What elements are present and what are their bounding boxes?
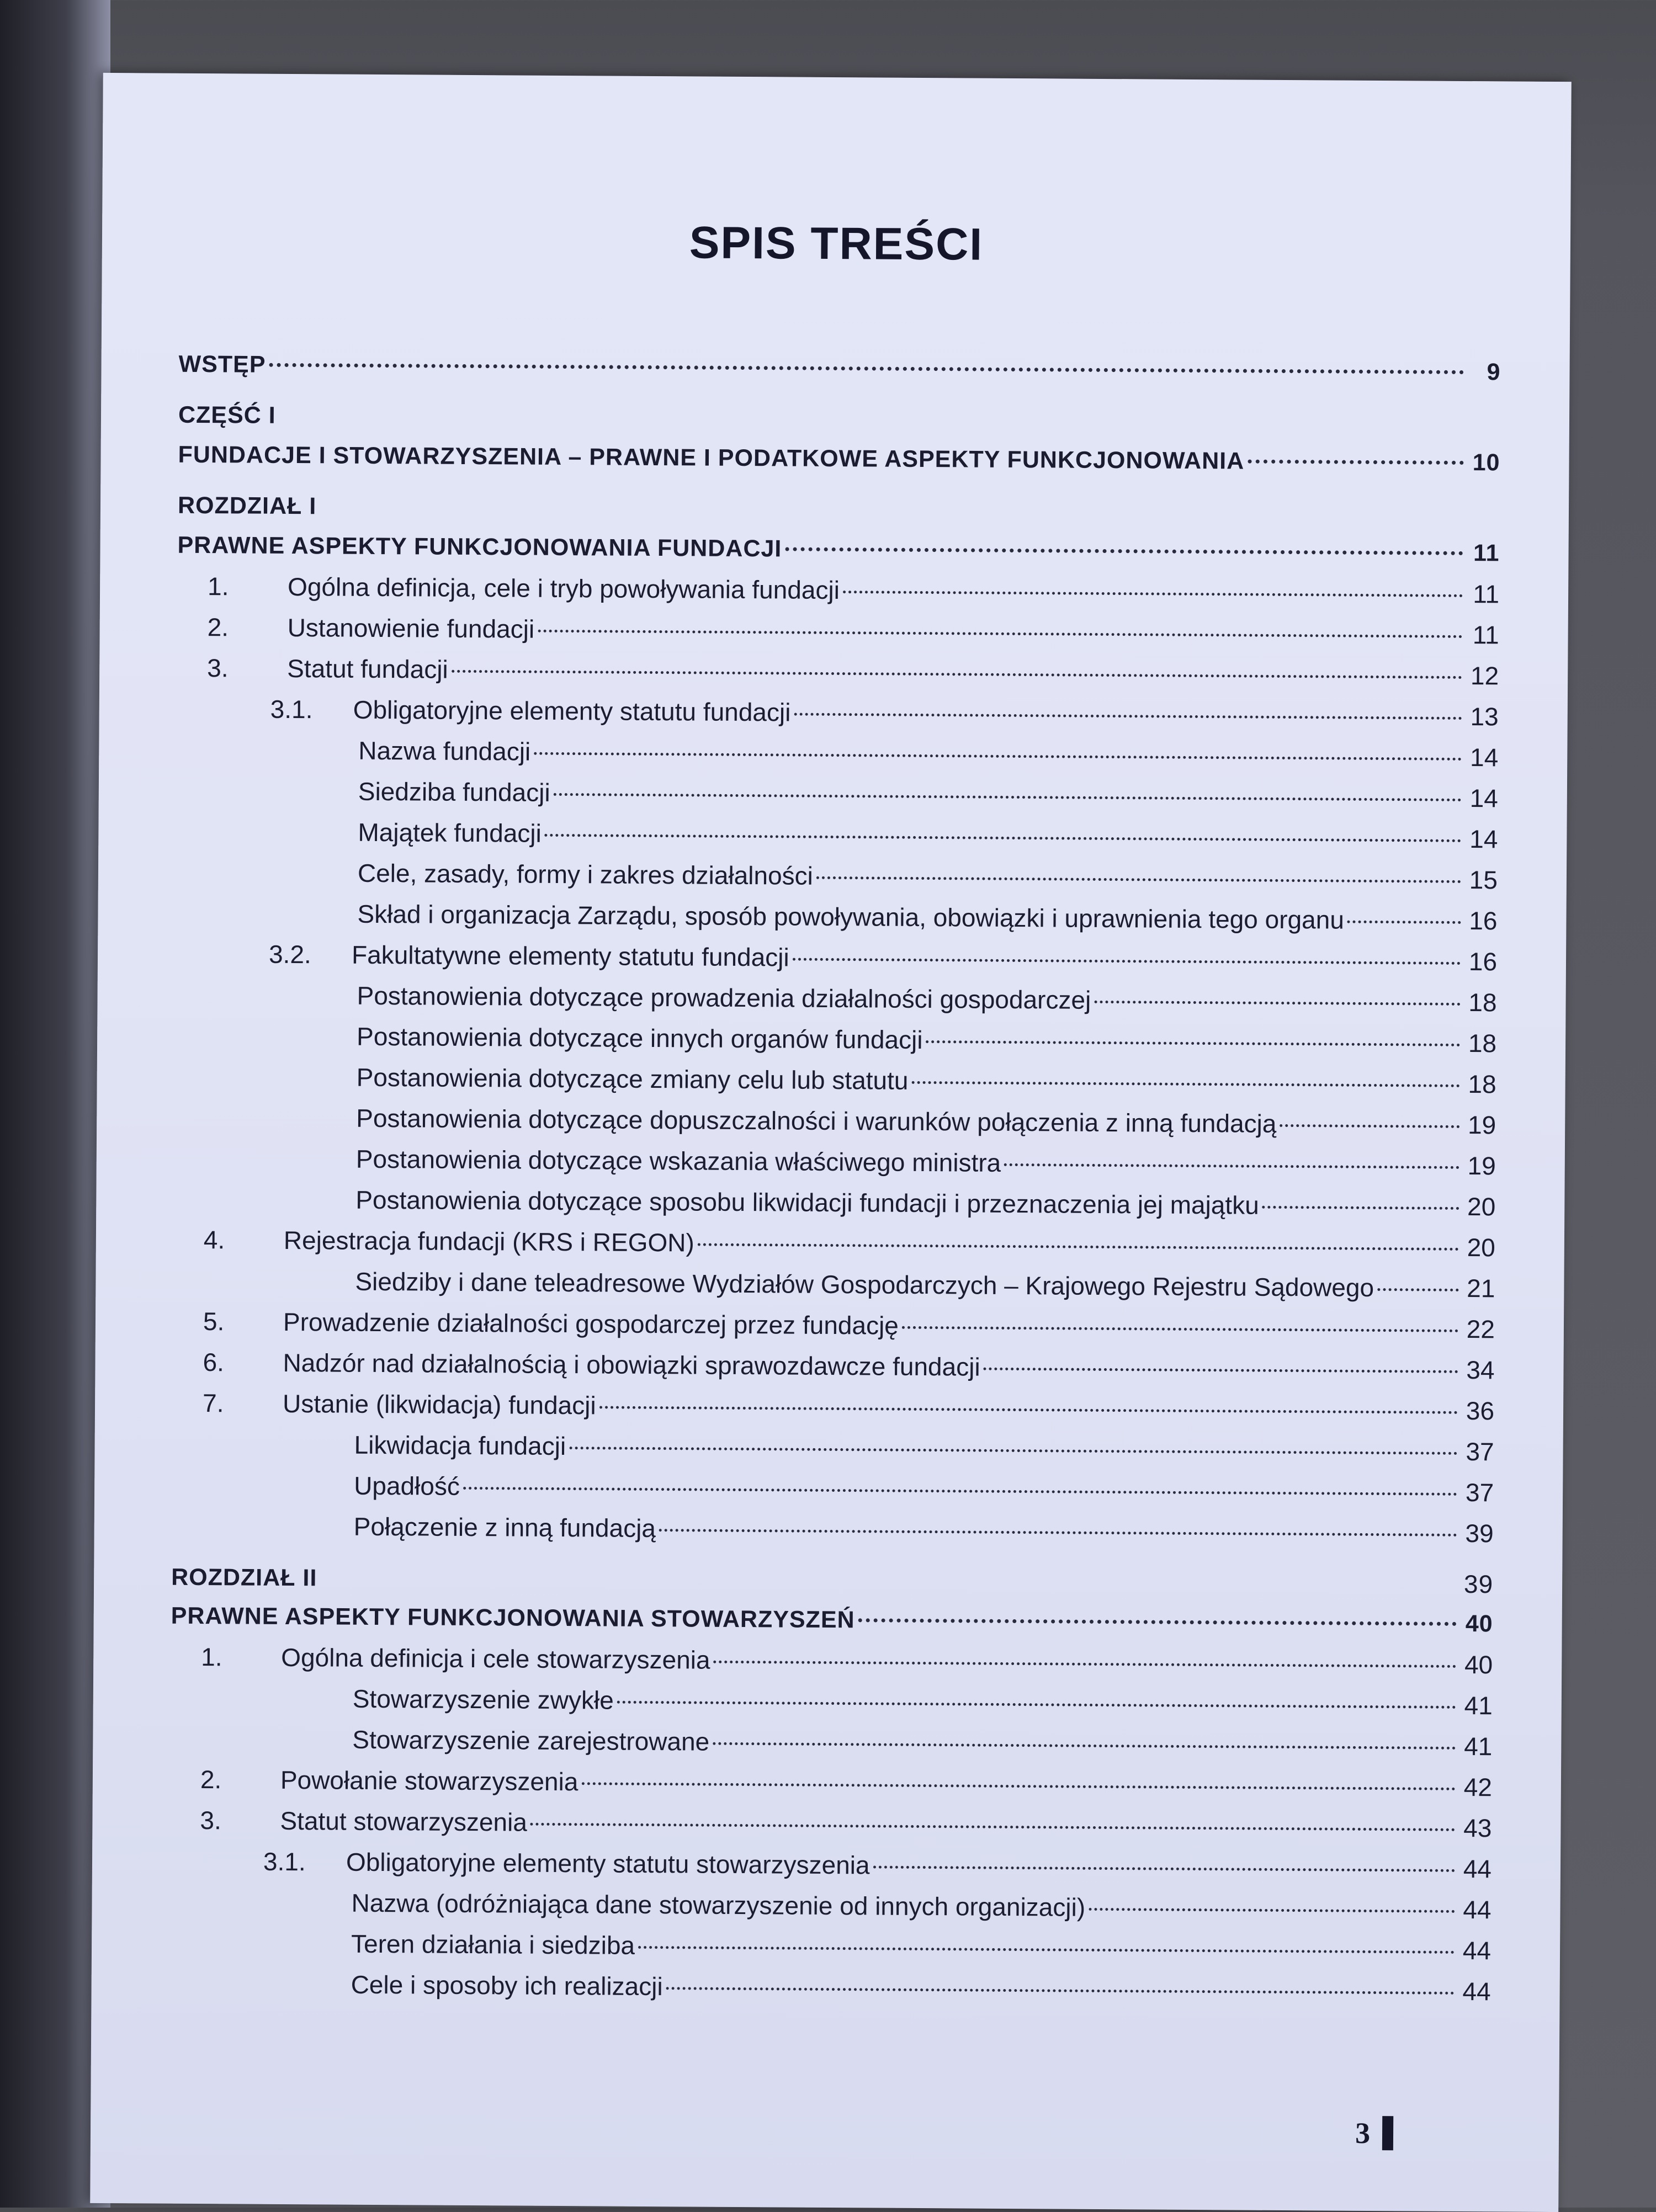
dot-leader	[714, 1661, 1457, 1668]
toc-entry-title: FUNDACJE I STOWARZYSZENIA – PRAWNE I PODATKOWE ASPEKTY FUNKCJONOWANIA	[178, 441, 1245, 475]
toc-entry-page: 36	[1466, 1396, 1495, 1426]
toc-entry-number: 4.	[203, 1225, 225, 1254]
toc-entry-page: 41	[1464, 1732, 1493, 1761]
dot-leader	[984, 1368, 1458, 1373]
toc-entry-page: 12	[1470, 661, 1499, 690]
toc-entry-title: Cele, zasady, formy i zakres działalności	[357, 858, 814, 890]
toc-entry-title: CZĘŚĆ I	[178, 401, 276, 429]
toc-entry-page: 34	[1466, 1355, 1495, 1385]
toc-entry-page: 39	[1465, 1519, 1494, 1548]
toc-entry-number: 3.1.	[263, 1847, 306, 1876]
toc-entry-page: 20	[1467, 1192, 1496, 1221]
dot-leader	[1377, 1288, 1458, 1291]
toc-entry-title: Postanowienia dotyczące dopuszczalności i warunków połączenia z inną fundacją	[356, 1103, 1277, 1138]
page-footer	[1355, 2116, 1393, 2150]
dot-leader	[554, 793, 1462, 801]
toc-entry-page: 14	[1469, 743, 1499, 772]
toc-entry-page: 37	[1466, 1437, 1494, 1466]
toc-entry-title: Cele i sposoby ich realizacji	[351, 1970, 663, 2001]
toc-entry	[178, 434, 1500, 483]
toc-entry-page: 43	[1463, 1814, 1492, 1843]
dot-leader	[617, 1701, 1456, 1709]
dot-leader	[581, 1782, 1456, 1790]
toc-entry	[178, 344, 1500, 393]
dot-leader	[638, 1946, 1455, 1954]
dot-leader	[816, 876, 1461, 883]
toc-entry-page: 44	[1462, 1936, 1492, 1965]
toc-entry-page: 11	[1472, 620, 1499, 650]
toc-entry-page: 40	[1464, 1650, 1493, 1679]
toc-entry	[172, 1505, 1494, 1554]
toc-entry-page: 19	[1467, 1151, 1496, 1181]
toc-entry-page: 18	[1468, 1070, 1496, 1099]
toc-entry-title: Postanowienia dotyczące wskazania właściwego ministra	[355, 1144, 1001, 1177]
toc-entry-title: Ustanie (likwidacja) fundacji	[282, 1389, 596, 1420]
dot-leader	[659, 1529, 1457, 1536]
toc-entry-number: 2.	[200, 1765, 222, 1794]
toc-entry-title: Prowadzenie działalności gospodarczej przez fundację	[283, 1307, 899, 1340]
dot-leader	[926, 1040, 1461, 1046]
toc-entry-title: Nadzór nad działalnością i obowiązki sprawozdawcze fundacji	[283, 1348, 980, 1381]
dot-leader	[1262, 1206, 1459, 1210]
dot-leader	[1089, 1908, 1455, 1913]
toc-entry-number: 5.	[203, 1307, 225, 1336]
toc-entry-title: Fakultatywne elementy statutu fundacji	[351, 940, 789, 972]
toc-entry-page: 37	[1465, 1478, 1494, 1507]
toc-entry-number: 6.	[203, 1348, 225, 1377]
toc-entry-title: Skład i organizacja Zarządu, sposób powoływania, obowiązki i uprawnienia tego organu	[357, 899, 1345, 934]
toc-entry-number: 1.	[201, 1642, 222, 1672]
toc-entry-page: 18	[1468, 1029, 1497, 1058]
toc-entry-page: 44	[1462, 1977, 1491, 2006]
toc-entry-page: 20	[1467, 1233, 1496, 1262]
toc-entry-page: 44	[1463, 1895, 1492, 1924]
toc-entry-page: 19	[1467, 1110, 1496, 1140]
toc-entry-number: 3.1.	[270, 694, 313, 724]
toc-entry-title: WSTĘP	[178, 350, 266, 378]
toc-entry-title: Nazwa (odróżniająca dane stowarzyszenie od innych organizacji)	[351, 1888, 1086, 1922]
toc-entry-page: 14	[1469, 784, 1498, 813]
toc-entry-page: 10	[1472, 449, 1500, 476]
toc-entry-page: 44	[1463, 1854, 1492, 1884]
toc-entry-number: 3.	[207, 653, 229, 683]
toc-entry-title: Postanowienia dotyczące sposobu likwidacji fundacji i przeznaczenia jej majątku	[355, 1185, 1259, 1220]
dot-leader	[530, 1823, 1456, 1831]
toc-entry-page: 16	[1469, 906, 1498, 935]
toc-entry-page: 42	[1463, 1773, 1493, 1802]
toc-entry-title: Upadłość	[354, 1471, 460, 1501]
toc-entry-number: 7.	[202, 1389, 224, 1418]
dot-leader	[713, 1742, 1456, 1750]
toc-entry-title: Stowarzyszenie zwykłe	[352, 1684, 614, 1715]
toc-entry-page: 22	[1466, 1315, 1495, 1344]
toc-entry-page: 11	[1473, 579, 1500, 609]
toc-entry-number: 3.	[200, 1806, 222, 1835]
page-marker-bar	[1382, 2116, 1393, 2150]
dot-leader	[569, 1447, 1457, 1455]
dot-leader	[873, 1865, 1455, 1871]
dot-leader	[1280, 1124, 1459, 1128]
toc-entry-page: 40	[1465, 1610, 1493, 1637]
dot-leader	[902, 1326, 1458, 1332]
toc-entry-page: 14	[1469, 825, 1498, 854]
toc-entry-title: Ogólna definicja, cele i tryb powoływania fundacji	[287, 572, 840, 605]
toc-entry-title: Obligatoryjne elementy statutu fundacji	[353, 695, 791, 727]
dot-leader	[843, 591, 1463, 597]
toc-entry-title: PRAWNE ASPEKTY FUNKCJONOWANIA STOWARZYSZEŃ	[171, 1602, 855, 1634]
toc-entry-title: Nazwa fundacji	[358, 736, 531, 766]
dot-leader	[793, 958, 1461, 965]
book-page	[90, 73, 1572, 2212]
dot-leader	[666, 1987, 1455, 1995]
toc-entry-title: Statut fundacji	[287, 653, 448, 684]
page-title: SPIS TREŚCI	[689, 217, 984, 270]
dot-leader	[858, 1618, 1457, 1626]
toc-entry-title: Powołanie stowarzyszenia	[280, 1765, 578, 1796]
toc-entry-page: 21	[1467, 1274, 1495, 1303]
toc-entry-title: Obligatoryjne elementy statutu stowarzyszenia	[346, 1847, 870, 1880]
toc-entry-title: Siedziba fundacji	[358, 777, 550, 807]
dot-leader	[698, 1243, 1459, 1251]
toc-entry-page: 16	[1468, 947, 1498, 976]
toc-entry-title: Stowarzyszenie zarejestrowane	[352, 1725, 710, 1756]
toc-entry-title: Postanowienia dotyczące prowadzenia działalności gospodarczej	[357, 981, 1091, 1014]
toc-entry-page: 18	[1468, 988, 1497, 1017]
toc-entry-page: 13	[1470, 702, 1499, 731]
toc-entry-number: 1.	[207, 572, 229, 601]
toc-entry-title: Postanowienia dotyczące zmiany celu lub statutu	[356, 1062, 909, 1095]
dot-leader	[452, 670, 1462, 679]
toc-entry-title: PRAWNE ASPEKTY FUNKCJONOWANIA FUNDACJI	[177, 531, 782, 562]
dot-leader	[1248, 460, 1463, 465]
dot-leader	[785, 547, 1463, 555]
dot-leader	[911, 1081, 1459, 1087]
toc-entry-title: Postanowienia dotyczące innych organów fundacji	[356, 1022, 923, 1055]
dot-leader	[534, 752, 1462, 761]
toc-entry-page: 9	[1487, 359, 1501, 386]
toc-entry-page: 15	[1469, 865, 1498, 895]
dot-leader	[1094, 1001, 1460, 1006]
toc-entry-number: 2.	[207, 613, 229, 642]
toc-entry-title: Rejestracja fundacji (KRS i REGON)	[283, 1225, 694, 1257]
toc-entry-title: Ogólna definicja i cele stowarzyszenia	[281, 1642, 710, 1674]
toc-entry-title: Ustanowienie fundacji	[287, 613, 535, 644]
dot-leader	[794, 713, 1462, 720]
toc-entry-title: Majątek fundacji	[358, 817, 542, 848]
toc-entry-title: ROZDZIAŁ I	[177, 492, 317, 520]
toc-entry-title: ROZDZIAŁ II	[171, 1564, 317, 1592]
dot-leader	[1347, 921, 1461, 924]
toc-entry-page: 41	[1464, 1691, 1493, 1720]
toc-entry-title: Likwidacja fundacji	[354, 1430, 566, 1461]
toc-entry-number: 3.2.	[268, 939, 311, 969]
toc-entry-title: Połączenie z inną fundacją	[353, 1512, 656, 1543]
dot-leader	[1004, 1163, 1459, 1169]
table-of-contents	[168, 333, 1500, 2012]
toc-entry-page: 39	[1463, 1570, 1494, 1599]
dot-leader	[545, 834, 1462, 842]
dot-leader	[269, 363, 1464, 374]
dot-leader	[463, 1487, 1457, 1496]
dot-leader	[599, 1406, 1458, 1414]
toc-entry-title: Teren działania i siedziba	[351, 1929, 635, 1960]
toc-entry	[168, 1963, 1490, 2012]
page-number: 3	[1355, 2116, 1371, 2150]
toc-entry-title: Statut stowarzyszenia	[280, 1806, 528, 1837]
toc-entry-page: 11	[1473, 540, 1500, 567]
dot-leader	[538, 630, 1462, 638]
toc-entry-title: Siedziby i dane teleadresowe Wydziałów Gospodarczych – Krajowego Rejestru Sądowego	[355, 1267, 1374, 1302]
